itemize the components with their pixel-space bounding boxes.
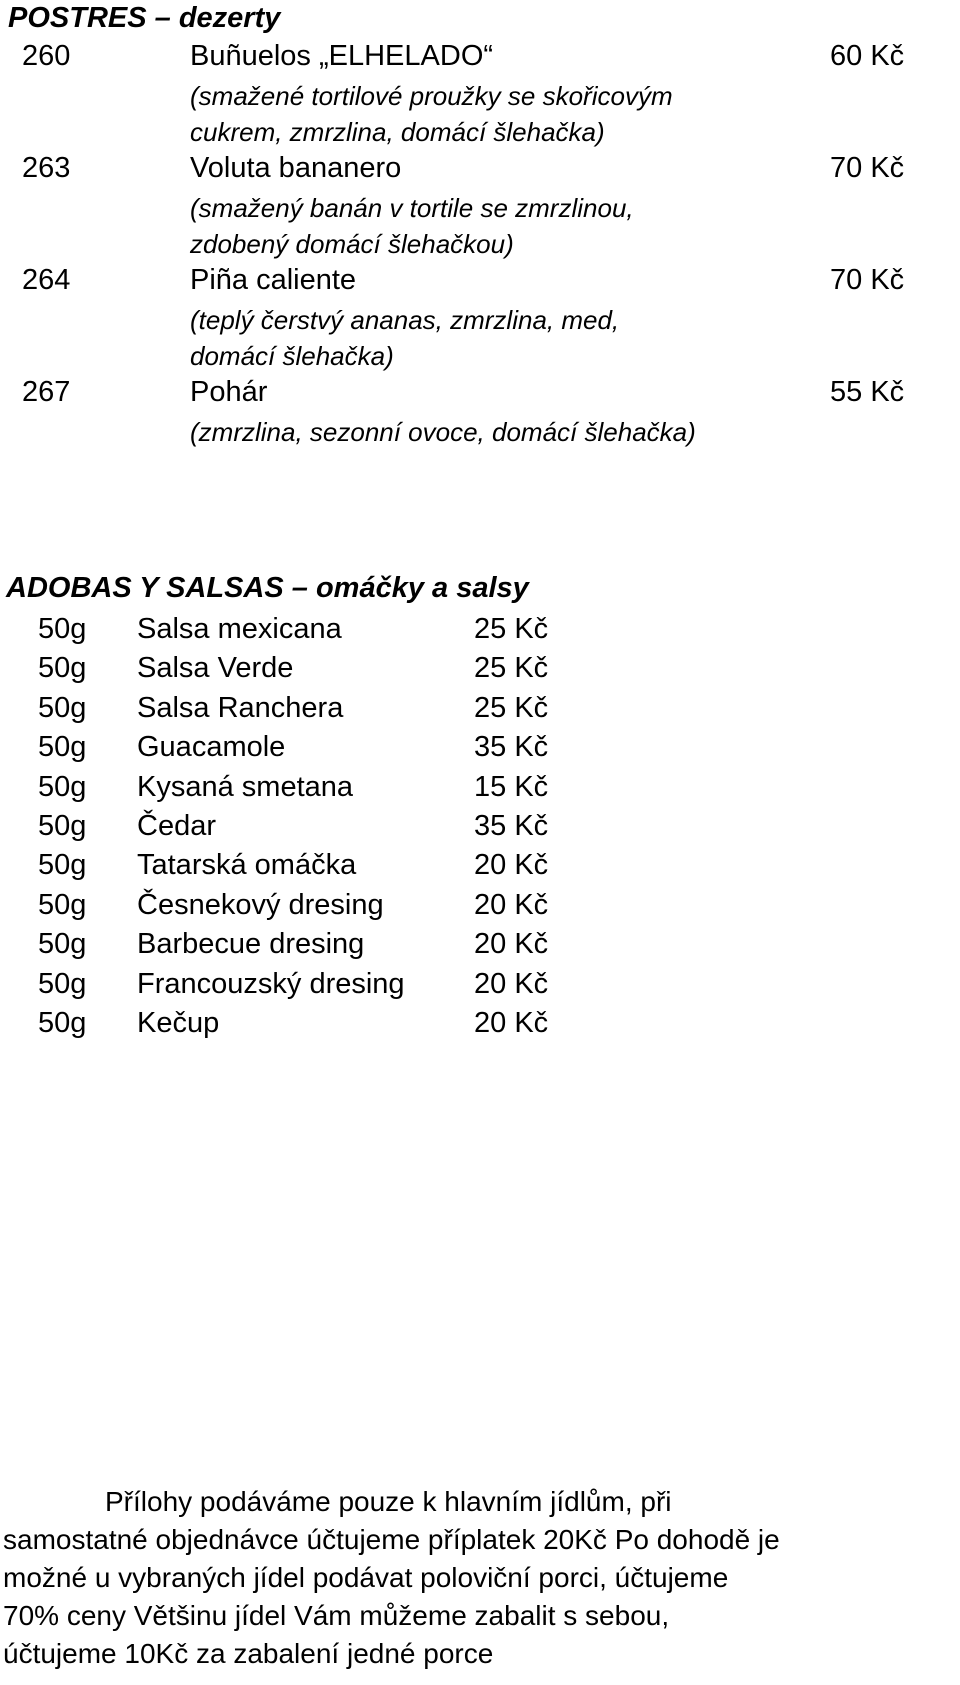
sauce-weight: 50g	[38, 889, 87, 921]
dessert-price: 55 Kč	[830, 376, 905, 408]
sauce-weight: 50g	[38, 928, 87, 960]
dessert-number: 260	[22, 40, 71, 72]
dessert-number: 263	[22, 152, 71, 184]
sauce-price: 25 Kč	[474, 652, 549, 684]
dessert-description: (zmrzlina, sezonní ovoce, domácí šlehačka)	[190, 417, 696, 447]
sauce-weight: 50g	[38, 849, 87, 881]
dessert-price: 60 Kč	[830, 40, 905, 72]
footnote-line: možné u vybraných jídel podávat poloviční porci, účtujeme	[3, 1562, 729, 1593]
sauce-weight: 50g	[38, 692, 87, 724]
sauce-name: Salsa mexicana	[137, 613, 342, 645]
dessert-description: (smažený banán v tortile se zmrzlinou,	[190, 193, 634, 223]
dessert-description: (teplý čerstvý ananas, zmrzlina, med,	[190, 305, 620, 335]
dessert-description: domácí šlehačka)	[190, 341, 394, 371]
dessert-price: 70 Kč	[830, 264, 905, 296]
sauces-heading: ADOBAS Y SALSAS – omáčky a salsy	[6, 572, 529, 604]
footnote-line: Přílohy podáváme pouze k hlavním jídlům, při	[105, 1486, 672, 1517]
sauce-name: Čedar	[137, 810, 216, 842]
footnote-line: 70% ceny Většinu jídel Vám můžeme zabalit s sebou,	[3, 1600, 670, 1631]
footnote-line: samostatné objednávce účtujeme příplatek 20Kč Po dohodě je	[3, 1524, 780, 1555]
sauce-weight: 50g	[38, 771, 87, 803]
sauce-name: Česnekový dresing	[137, 889, 384, 921]
dessert-number: 267	[22, 376, 71, 408]
sauce-weight: 50g	[38, 1007, 87, 1039]
sauce-price: 20 Kč	[474, 849, 549, 881]
dessert-name: Buñuelos „ELHELADO“	[190, 40, 494, 72]
sauce-name: Barbecue dresing	[137, 928, 365, 960]
sauce-name: Kečup	[137, 1007, 220, 1039]
sauce-price: 35 Kč	[474, 810, 549, 842]
footnote-line: účtujeme 10Kč za zabalení jedné porce	[3, 1638, 494, 1669]
dessert-price: 70 Kč	[830, 152, 905, 184]
sauce-name: Salsa Ranchera	[137, 692, 344, 724]
sauce-price: 25 Kč	[474, 613, 549, 645]
desserts-heading: POSTRES – dezerty	[8, 2, 281, 34]
dessert-name: Voluta bananero	[190, 152, 402, 184]
sauce-price: 20 Kč	[474, 928, 549, 960]
sauce-name: Guacamole	[137, 731, 286, 763]
sauce-price: 35 Kč	[474, 731, 549, 763]
sauce-price: 20 Kč	[474, 1007, 549, 1039]
sauce-name: Kysaná smetana	[137, 771, 354, 803]
sauce-weight: 50g	[38, 731, 87, 763]
sauce-name: Tatarská omáčka	[137, 849, 357, 881]
dessert-description: zdobený domácí šlehačkou)	[190, 229, 514, 259]
sauce-price: 20 Kč	[474, 968, 549, 1000]
sauce-weight: 50g	[38, 968, 87, 1000]
sauce-price: 25 Kč	[474, 692, 549, 724]
dessert-name: Piña caliente	[190, 264, 357, 296]
sauce-weight: 50g	[38, 613, 87, 645]
sauce-weight: 50g	[38, 810, 87, 842]
sauce-name: Salsa Verde	[137, 652, 294, 684]
dessert-description: cukrem, zmrzlina, domácí šlehačka)	[190, 117, 605, 147]
dessert-name: Pohár	[190, 376, 268, 408]
sauce-name: Francouzský dresing	[137, 968, 405, 1000]
sauce-price: 15 Kč	[474, 771, 549, 803]
dessert-number: 264	[22, 264, 71, 296]
sauce-weight: 50g	[38, 652, 87, 684]
sauce-price: 20 Kč	[474, 889, 549, 921]
dessert-description: (smažené tortilové proužky se skořicovým	[190, 81, 673, 111]
